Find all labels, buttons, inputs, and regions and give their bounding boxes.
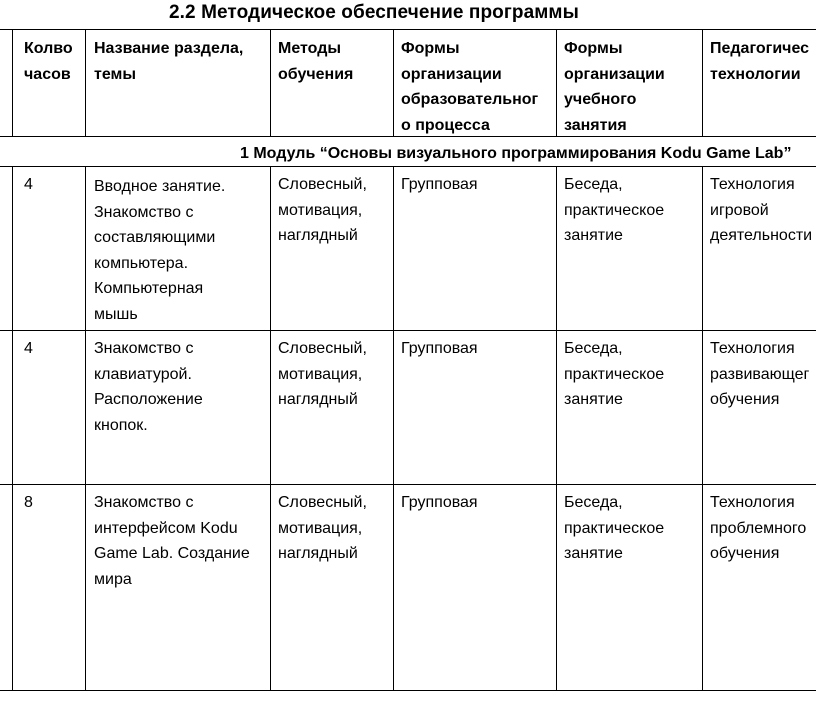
col-border-4 [556,29,557,136]
col-border-1 [85,29,86,136]
row-1-hours: 4 [24,176,33,193]
header-forms-lesson: Формы организации учебного занятия [564,40,665,134]
row-1-methods: Словесный, мотивация, наглядный [278,176,367,244]
row-1-topic: Вводное занятие. Знакомство с составляющими компьютера. Компьютерная мышь [94,178,226,323]
row-2-bottom-border [0,484,816,485]
row-2-methods: Словесный, мотивация, наглядный [278,340,367,408]
col-border-4b [556,166,557,690]
table-border-bottom [0,690,816,691]
col-border-5b [702,166,703,690]
header-tech: Педагогичес технологии [710,40,810,83]
page-title: 2.2 Методическое обеспечение программы [169,2,579,23]
header-hours: Колво часов [24,40,73,83]
col-border-0b [12,166,13,690]
col-border-3 [393,29,394,136]
row-1-tech: Технология игровой деятельности [710,176,813,244]
header-methods: Методы обучения [278,40,354,83]
row-1-forms-edu: Групповая [401,176,478,193]
header-topic: Название раздела, темы [94,40,244,83]
col-border-1b [85,166,86,690]
table-border-top [0,29,816,30]
col-border-5 [702,29,703,136]
col-border-2b [270,166,271,690]
row-3-methods: Словесный, мотивация, наглядный [278,494,367,562]
col-border-0 [12,29,13,136]
module-row-bottom-border [0,166,816,167]
row-2-hours: 4 [24,340,33,357]
row-3-hours: 8 [24,494,33,511]
col-border-2 [270,29,271,136]
col-border-3b [393,166,394,690]
row-3-forms-lesson: Беседа, практическое занятие [564,494,665,562]
row-3-forms-edu: Групповая [401,494,478,511]
row-3-tech: Технология проблемного обучения [710,494,807,562]
row-1-forms-lesson: Беседа, практическое занятие [564,176,665,244]
row-2-topic: Знакомство с клавиатурой. Расположение кнопок. [94,340,203,434]
header-forms-edu: Формы организации образовательног о процесса [401,40,539,134]
row-3-topic: Знакомство с интерфейсом Kodu Game Lab. Создание мира [94,494,250,588]
row-1-bottom-border [0,330,816,331]
row-2-forms-lesson: Беседа, практическое занятие [564,340,665,408]
module-title: 1 Модуль “Основы визуального программирования Kodu Game Lab” [240,145,792,162]
row-2-forms-edu: Групповая [401,340,478,357]
row-2-tech: Технология развивающег обучения [710,340,810,408]
